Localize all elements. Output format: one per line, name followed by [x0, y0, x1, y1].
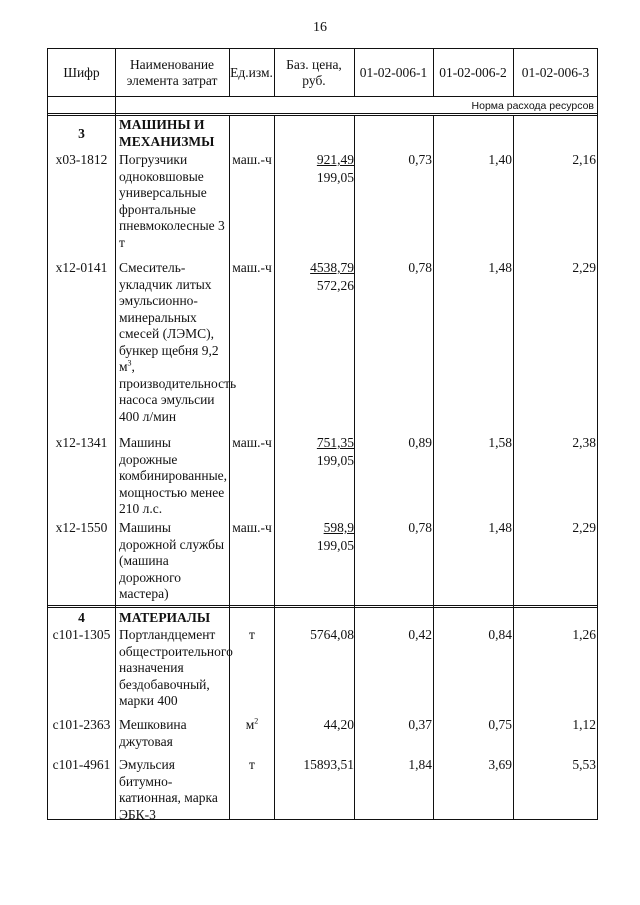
row-price: 751,35: [316, 435, 354, 450]
row-value-3: 1,26: [572, 627, 596, 642]
row-value-1: 1,84: [408, 757, 432, 772]
header-price: Баз. цена, руб.: [286, 57, 342, 88]
col-divider: [229, 116, 230, 819]
row-unit: т: [249, 627, 255, 642]
row-unit: маш.-ч: [232, 520, 272, 535]
row-value-3: 1,12: [572, 717, 596, 732]
row-price: 44,20: [323, 717, 354, 732]
row-value-1: 0,78: [408, 520, 432, 535]
col-divider: [115, 49, 116, 819]
row-code: с101-4961: [52, 757, 111, 772]
section-number: 4: [78, 610, 85, 625]
row-price: 5764,08: [310, 627, 354, 642]
row-value-3: 2,29: [572, 520, 596, 535]
section-divider: [48, 605, 597, 608]
row-unit: маш.-ч: [232, 152, 272, 167]
page-number: 16: [313, 20, 327, 35]
section-title: МАШИНЫ И МЕХАНИЗМЫ: [119, 117, 215, 149]
row-value-2: 1,48: [488, 520, 512, 535]
row-name: Машины дорожные комбинированные, мощностью менее 210 л.с.: [119, 435, 228, 516]
row-value-1: 0,78: [408, 260, 432, 275]
row-unit: маш.-ч: [232, 435, 272, 450]
row-unit: $м^2$: [245, 716, 259, 732]
row-price: 598,9: [323, 520, 354, 535]
row-price-sub: 572,26: [316, 278, 354, 293]
row-value-2: 0,84: [488, 627, 512, 642]
col-divider: [433, 116, 434, 819]
col-divider: [354, 116, 355, 819]
row-value-3: 5,53: [572, 757, 596, 772]
header-col1: 01-02-006-1: [359, 65, 428, 80]
row-name: Мешковина джутовая: [119, 717, 187, 749]
header-unit: Ед.изм.: [230, 65, 273, 80]
row-value-2: 1,48: [488, 260, 512, 275]
row-code: х12-1550: [55, 520, 108, 535]
row-name: Эмульсия битумно-катионная, марка ЭБК-3: [119, 757, 218, 822]
norm-label: Норма расхода ресурсов: [471, 100, 594, 112]
row-value-3: 2,16: [572, 152, 596, 167]
row-code: х03-1812: [55, 152, 108, 167]
row-value-1: 0,73: [408, 152, 432, 167]
row-price-sub: 199,05: [316, 538, 354, 553]
row-price: 15893,51: [303, 757, 354, 772]
resource-table: [47, 48, 598, 820]
row-price: 4538,79: [310, 260, 354, 275]
row-name: Погрузчики одноковшовые универсальные фронтальные пневмоколесные 3 т: [119, 152, 225, 250]
row-value-2: 1,40: [488, 152, 512, 167]
row-name: Смеситель-укладчик литых эмульсионно-минеральных смесей (ЛЭМС), бункер щебня 9,2 $м^3$, производительность насоса эмульсии 400 л/мин: [119, 260, 237, 424]
row-value-2: 3,69: [488, 757, 512, 772]
row-unit: т: [249, 757, 255, 772]
row-value-2: 0,75: [488, 717, 512, 732]
row-value-3: 2,29: [572, 260, 596, 275]
row-value-2: 1,58: [488, 435, 512, 450]
header-col3: 01-02-006-3: [521, 65, 590, 80]
row-price: 921,49: [316, 152, 354, 167]
col-divider: [513, 116, 514, 819]
row-value-1: 0,37: [408, 717, 432, 732]
row-name: Машины дорожной службы (машина дорожного мастера): [119, 520, 225, 601]
row-value-1: 0,89: [408, 435, 432, 450]
section-number: 3: [78, 126, 85, 141]
header-name: Наименование элемента затрат: [126, 57, 218, 88]
section-title: МАТЕРИАЛЫ: [119, 610, 211, 625]
row-code: с101-1305: [52, 627, 111, 642]
row-code: х12-1341: [55, 435, 108, 450]
row-code: х12-0141: [55, 260, 108, 275]
row-code: с101-2363: [52, 717, 111, 732]
header-col2: 01-02-006-2: [439, 65, 507, 80]
header-code: Шифр: [63, 65, 100, 80]
row-unit: маш.-ч: [232, 260, 272, 275]
row-name: Портландцемент общестроительного назначения бездобавочный, марки 400: [119, 627, 233, 708]
row-price-sub: 199,05: [316, 453, 354, 468]
row-value-3: 2,38: [572, 435, 596, 450]
row-value-1: 0,42: [408, 627, 432, 642]
row-price-sub: 199,05: [316, 170, 354, 185]
